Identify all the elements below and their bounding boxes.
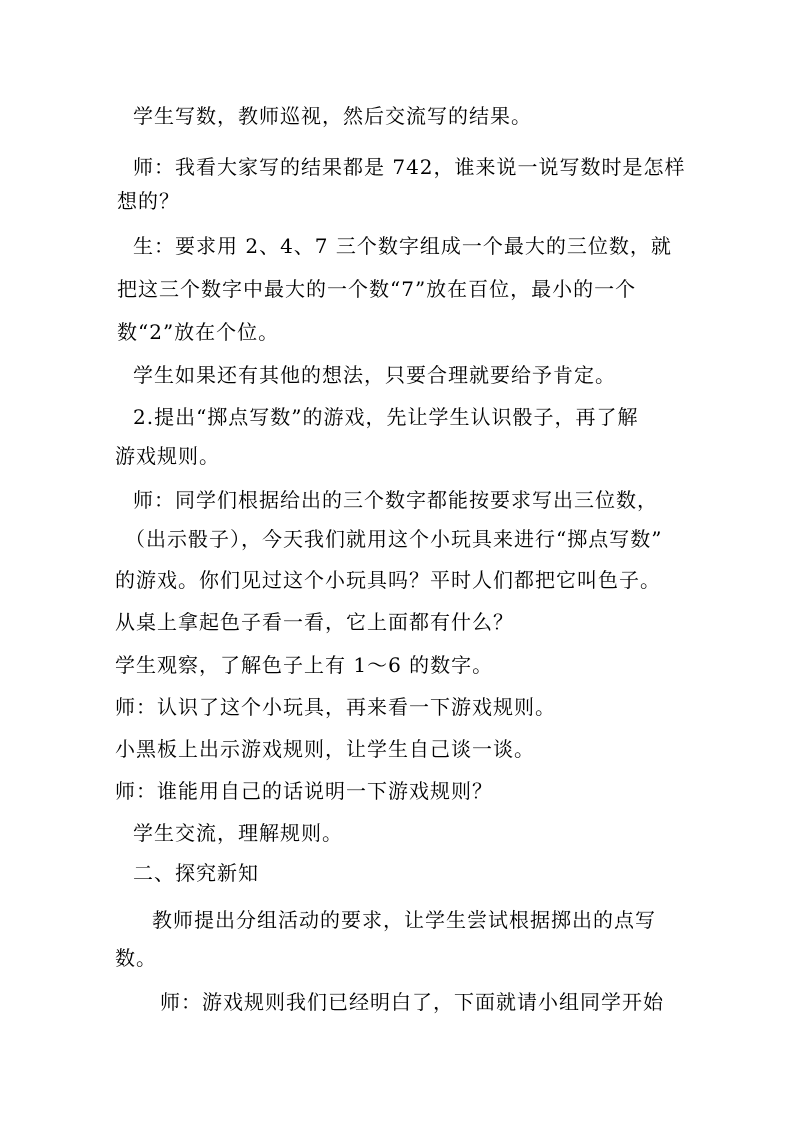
paragraph-line: 学生如果还有其他的想法，只要合理就要给予肯定。 [133,363,616,387]
paragraph-line: 把这三个数字中最大的一个数“7”放在百位，最小的一个 [117,277,637,301]
paragraph-line: 小黑板上出示游戏规则，让学生自己谈一谈。 [115,737,535,761]
paragraph-line: 的游戏。你们见过这个小玩具吗？平时人们都把它叫色子。 [115,568,661,592]
paragraph-line: 教师提出分组活动的要求，让学生尝试根据掷出的点写 [152,908,656,932]
paragraph-line: （出示骰子），今天我们就用这个小玩具来进行“掷点写数” [125,527,663,551]
paragraph-line: 2.提出“掷点写数”的游戏，先让学生认识骰子，再了解 [133,405,639,429]
paragraph-line: 从桌上拿起色子看一看，它上面都有什么？ [115,610,514,634]
paragraph-line: 师：游戏规则我们已经明白了，下面就请小组同学开始 [160,990,664,1014]
paragraph-line: 学生写数，教师巡视，然后交流写的结果。 [133,104,532,128]
paragraph-line: 游戏规则。 [115,444,220,468]
paragraph-line: 数“2”放在个位。 [117,320,280,344]
paragraph-line: 师：我看大家写的结果都是 742，谁来说一说写数时是怎样 [133,155,686,179]
paragraph-line: 学生观察，了解色子上有 1～6 的数字。 [115,653,494,677]
paragraph-line: 学生交流，理解规则。 [133,821,343,845]
paragraph-line: 师：认识了这个小玩具，再来看一下游戏规则。 [115,695,556,719]
paragraph-line: 师：谁能用自己的话说明一下游戏规则？ [115,779,493,803]
paragraph-line: 想的？ [117,189,180,213]
paragraph-line: 师：同学们根据给出的三个数字都能按要求写出三位数， [133,488,658,512]
section-heading: 二、探究新知 [133,861,259,885]
paragraph-line: 生：要求用 2、4、7 三个数字组成一个最大的三位数，就 [133,234,672,258]
paragraph-line: 数。 [115,946,157,970]
